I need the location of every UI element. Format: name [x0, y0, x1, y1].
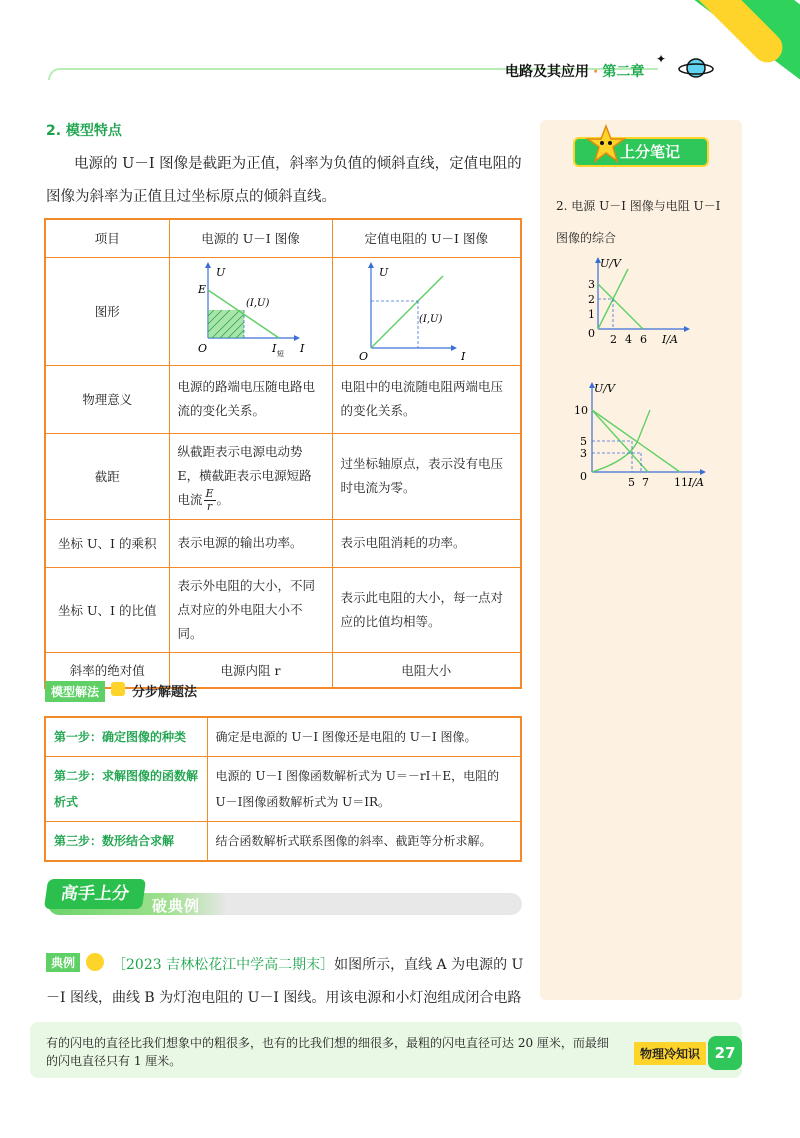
table-cell: 电源内阻 r	[169, 652, 332, 688]
table-row	[45, 519, 521, 567]
cell-text: 纵截距表示电源电动势 E，横截距表示电源短路电流	[177, 443, 312, 507]
step-desc: 结合函数解析式联系图像的斜率、截距等分析求解。	[207, 822, 521, 862]
table-cell: 表示电阻消耗的功率。	[332, 519, 521, 567]
table-cell: 电阻中的电流随电阻两端电压的变化关系。	[332, 365, 521, 433]
table-cell: 图形	[45, 257, 169, 365]
axis-label: U/V	[594, 382, 615, 395]
table-row	[45, 433, 521, 519]
table-cell: 表示外电阻的大小，不同点对应的外电阻大小不同。	[169, 567, 332, 652]
axis-label-sub: 短	[276, 350, 284, 358]
side-graph-1	[560, 255, 710, 355]
tick-label: 3	[580, 447, 587, 460]
table-row	[45, 822, 521, 862]
axis-label: I/A	[688, 476, 704, 489]
example-tag: 典例	[46, 953, 80, 972]
table-row	[45, 717, 521, 757]
tick-label: 6	[640, 333, 647, 346]
badge-icon	[111, 682, 125, 696]
table-cell	[169, 433, 332, 519]
table-row	[45, 219, 521, 257]
axis-label: O	[359, 350, 369, 362]
sparkle-icon: ✦	[656, 52, 667, 66]
footer-fact: 有的闪电的直径比我们想象中的粗很多，也有的比我们想的细很多，最粗的闪电直径可达 20 厘米，而最细的闪电直径只有 1 厘米。	[46, 1036, 609, 1068]
tick-label: 10	[574, 404, 588, 417]
axis-label: I	[461, 350, 466, 362]
tick-label: 3	[588, 278, 595, 291]
axis-label: O	[197, 342, 207, 355]
table-header: 定值电阻的 U－I 图像	[332, 219, 521, 257]
step-label: 第二步：求解图像的函数解析式	[45, 757, 207, 822]
example-body: 如图所示，直线 A 为电源的 U－I 图线，曲线 B 为灯泡电阻的 U－I 图线。用该电源和小灯泡组成闭合电路	[46, 957, 524, 1006]
table-row	[45, 365, 521, 433]
tick-label: 0	[588, 327, 595, 340]
tick-label: 7	[642, 476, 649, 489]
table-cell: 物理意义	[45, 365, 169, 433]
tick-label: 5	[580, 435, 587, 448]
table-cell: 坐标 U、I 的乘积	[45, 519, 169, 567]
tick-label: 4	[625, 333, 632, 346]
table-header: 项目	[45, 219, 169, 257]
step-desc: 电源的 U－I 图像函数解析式为 U＝－rI＋E，电阻的 U－I图像函数解析式为 U＝IR。	[207, 757, 521, 822]
table-cell: 表示此电阻的大小，每一点对应的比值均相等。	[332, 567, 521, 652]
point-label: (I,U)	[419, 314, 443, 325]
fraction-num: E	[205, 486, 214, 500]
step-label: 第三步：数形结合求解	[45, 822, 207, 862]
header-dot: ·	[593, 64, 599, 80]
planet-icon	[678, 55, 714, 81]
axis-label: I	[271, 342, 276, 355]
cell-text-end: 。	[216, 491, 230, 507]
running-header	[505, 61, 644, 81]
table-cell: 电源的路端电压随电路电流的变化关系。	[169, 365, 332, 433]
table-cell: 过坐标轴原点，表示没有电压时电流为零。	[332, 433, 521, 519]
example-source: ［2023 吉林松花江中学高二期末］	[112, 957, 335, 973]
fraction-den: r	[206, 499, 213, 513]
step-label: 第一步：确定图像的种类	[45, 717, 207, 757]
side-graph-2	[560, 380, 720, 496]
point-label: (I,U)	[245, 298, 269, 309]
page-number: 27	[708, 1036, 742, 1070]
banner-tag: 高手上分	[44, 879, 146, 909]
section-title: 2. 模型特点	[46, 123, 122, 139]
model-label: 模型解法	[45, 681, 105, 702]
intro-paragraph: 电源的 U－I 图像是截距为正值，斜率为负值的倾斜直线，定值电阻的图像为斜率为正值且过坐标原点的倾斜直线。	[46, 156, 522, 205]
header-chapter: 第二章	[602, 64, 645, 80]
footer-tag: 物理冷知识	[634, 1042, 706, 1065]
model-heading: 分步解题法	[132, 685, 198, 700]
axis-label: U/V	[600, 257, 621, 270]
graph-cell-resistor	[332, 257, 521, 365]
tick-label: 0	[580, 470, 587, 483]
table-cell: 截距	[45, 433, 169, 519]
graph-cell-source	[169, 257, 332, 365]
side-note: 2. 电源 U－I 图像与电阻 U－I 图像的综合	[556, 199, 721, 245]
tick-label: 5	[628, 476, 635, 489]
source-ui-graph	[176, 260, 326, 362]
axis-label: U	[379, 266, 389, 279]
table-cell: 坐标 U、I 的比值	[45, 567, 169, 652]
resistor-ui-graph	[351, 260, 501, 362]
step-desc: 确定是电源的 U－I 图像还是电阻的 U－I 图像。	[207, 717, 521, 757]
table-cell: 表示电源的输出功率。	[169, 519, 332, 567]
tick-label: 11	[674, 476, 688, 489]
axis-label: E	[197, 283, 206, 296]
tick-label: 2	[588, 293, 595, 306]
table-cell: 斜率的绝对值	[45, 652, 169, 688]
table-row	[45, 567, 521, 652]
header-section: 电路及其应用	[505, 64, 589, 80]
steps-table	[44, 716, 522, 862]
banner-subtitle: 破典例	[152, 897, 201, 915]
table-row	[45, 757, 521, 822]
table-row	[45, 257, 521, 365]
axis-label: I	[299, 342, 304, 355]
axis-label: I/A	[662, 333, 678, 346]
comparison-table	[44, 218, 522, 689]
tick-label: 2	[610, 333, 617, 346]
axis-label: U	[215, 266, 225, 279]
notes-badge-text: 上分笔记	[620, 143, 681, 161]
fraction	[204, 488, 216, 513]
table-cell: 电阻大小	[332, 652, 521, 688]
sun-icon	[86, 953, 104, 971]
tick-label: 1	[588, 308, 595, 321]
table-header: 电源的 U－I 图像	[169, 219, 332, 257]
